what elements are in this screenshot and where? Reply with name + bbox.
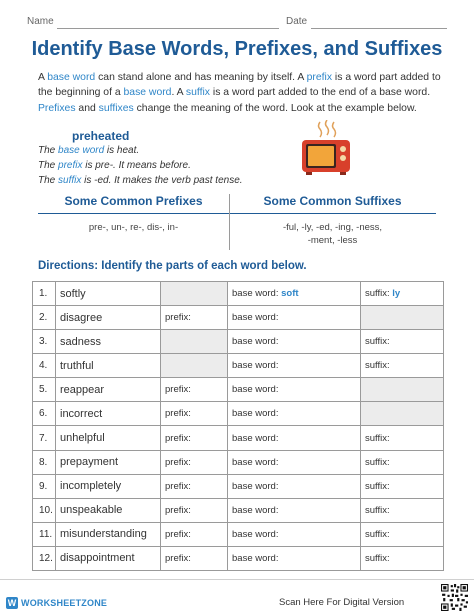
base-word-answer-field[interactable] [228, 546, 361, 570]
common-suffixes-line: -ful, -ly, -ed, -ing, -ness, [282, 222, 383, 233]
table-row [33, 402, 444, 426]
base-word-answer-field[interactable] [228, 378, 361, 402]
suffix-answer-field[interactable] [361, 450, 444, 474]
prefix-cell-disabled [161, 354, 228, 378]
name-field[interactable] [57, 28, 279, 29]
keyword-prefix: prefix [306, 72, 333, 83]
scan-text: Scan Here For Digital Version [279, 597, 405, 608]
base-word-answer-field[interactable] [228, 330, 361, 354]
base-word-label: base word: [232, 432, 279, 444]
base-word-label: base word: [232, 360, 279, 372]
prefix-label: prefix: [165, 552, 191, 564]
qr-finder-dot [443, 606, 446, 609]
base-word-label: base word: [232, 408, 279, 420]
prefix-cell-disabled [161, 282, 228, 306]
suffix-answer-field[interactable] [361, 354, 444, 378]
table-row [33, 498, 444, 522]
base-word-answer: soft [281, 288, 299, 300]
base-word-label: base word: [232, 288, 279, 300]
example-word: preheated [72, 129, 130, 143]
base-word-label: base word: [232, 552, 279, 564]
table-row [33, 282, 444, 306]
table-row [33, 522, 444, 546]
intro-text: change the meaning of the word. Look at the example below. [133, 102, 417, 114]
base-word-answer-field[interactable] [228, 474, 361, 498]
row-number: 12. [33, 546, 56, 570]
table-row [33, 450, 444, 474]
example-text: The [38, 175, 59, 186]
date-field[interactable] [311, 28, 447, 29]
keyword-base-word: base word [47, 72, 96, 83]
suffix-label: suffix: [365, 528, 390, 540]
affix-reference-table [38, 194, 436, 250]
row-word: disappointment [56, 546, 161, 570]
prefix-answer-field[interactable] [161, 306, 228, 330]
base-word-label: base word: [232, 480, 279, 492]
suffix-label: suffix: [365, 336, 390, 348]
example-text: is heat. [104, 145, 140, 156]
prefix-answer-field[interactable] [161, 378, 228, 402]
worksheet-table [32, 281, 444, 571]
base-word-answer-field[interactable] [228, 426, 361, 450]
prefix-answer-field[interactable] [161, 498, 228, 522]
heat-wave-icon [326, 120, 329, 135]
prefix-answer-field[interactable] [161, 402, 228, 426]
suffix-label: suffix: [365, 552, 390, 564]
name-label: Name [27, 16, 54, 27]
qr-code-icon[interactable] [441, 584, 468, 611]
example-keyword: base word [58, 145, 105, 156]
qr-finder-dot [463, 586, 466, 589]
row-number: 4. [33, 354, 56, 378]
suffix-answer: ly [392, 288, 401, 300]
table-row [33, 426, 444, 450]
example-text: is pre-. It means before. [82, 160, 191, 171]
table-row [33, 306, 444, 330]
base-word-label: base word: [232, 312, 279, 324]
row-number: 8. [33, 450, 56, 474]
prefix-label: prefix: [165, 528, 191, 540]
suffix-answer-field[interactable] [361, 498, 444, 522]
prefix-label: prefix: [165, 408, 191, 420]
base-word-answer-field[interactable] [228, 522, 361, 546]
suffix-answer-field[interactable] [361, 426, 444, 450]
base-word-answer-field[interactable] [228, 402, 361, 426]
example-line-base [38, 145, 139, 156]
suffix-label: suffix: [365, 456, 390, 468]
common-suffixes-line: -ment, -less [307, 235, 358, 246]
base-word-answer-field[interactable] [228, 306, 361, 330]
base-word-label: base word: [232, 528, 279, 540]
directions: Directions: Identify the parts of each word below. [38, 260, 307, 272]
table-divider [38, 213, 436, 214]
suffix-cell-disabled [361, 306, 444, 330]
prefixes-header: Some Common Prefixes [64, 194, 203, 208]
suffix-label: suffix: [365, 432, 390, 444]
intro-text: is a word part added to the beginning of a [38, 72, 441, 99]
prefix-label: prefix: [165, 480, 191, 492]
oven-knob-icon [340, 155, 346, 161]
prefix-answer-field[interactable] [161, 450, 228, 474]
suffix-answer-field[interactable] [361, 546, 444, 570]
table-row [33, 330, 444, 354]
row-word: incorrect [56, 402, 161, 426]
base-word-answer-field[interactable] [228, 354, 361, 378]
example-text: is -ed. It makes the verb past tense. [81, 175, 243, 186]
page-title: Identify Base Words, Prefixes, and Suffixes [31, 38, 443, 60]
intro-text: is a word part added to the end of a base word. [210, 87, 431, 99]
worksheetzone-logo [6, 596, 107, 610]
prefix-label: prefix: [165, 384, 191, 396]
row-word: disagree [56, 306, 161, 330]
date-label: Date [286, 16, 308, 27]
table-row [33, 378, 444, 402]
row-number: 7. [33, 426, 56, 450]
prefix-label: prefix: [165, 504, 191, 516]
example-line-prefix [38, 160, 191, 171]
base-word-label: base word: [232, 384, 279, 396]
row-word: truthful [56, 354, 161, 378]
keyword-prefixes: Prefixes [38, 102, 76, 114]
prefix-label: prefix: [165, 432, 191, 444]
suffix-label: suffix: [365, 504, 390, 516]
suffix-answer-field[interactable] [361, 522, 444, 546]
suffix-cell-disabled [361, 378, 444, 402]
common-prefixes: pre-, un-, re-, dis-, in- [88, 222, 179, 233]
prefix-answer-field[interactable] [161, 522, 228, 546]
prefix-answer-field[interactable] [161, 426, 228, 450]
row-number: 3. [33, 330, 56, 354]
row-word: reappear [56, 378, 161, 402]
oven-knob-icon [340, 146, 346, 152]
row-number: 10. [33, 498, 56, 522]
intro-text: . A [171, 87, 186, 99]
qr-finder-dot [443, 586, 446, 589]
table-row [33, 474, 444, 498]
row-number: 1. [33, 282, 56, 306]
suffix-label: suffix: [365, 360, 390, 372]
footer-divider [0, 579, 474, 580]
base-word-label: base word: [232, 504, 279, 516]
base-word-label: base word: [232, 456, 279, 468]
base-word-answer-field[interactable] [228, 282, 361, 306]
row-word: unhelpful [56, 426, 161, 450]
row-number: 2. [33, 306, 56, 330]
suffix-label: suffix: [365, 480, 390, 492]
suffixes-header: Some Common Suffixes [263, 194, 402, 208]
common-suffixes [229, 221, 436, 247]
row-word: misunderstanding [56, 522, 161, 546]
heat-wave-icon [319, 122, 322, 137]
prefix-answer-field[interactable] [161, 546, 228, 570]
row-word: prepayment [56, 450, 161, 474]
example-text: The [38, 160, 59, 171]
worksheetzone-logo-icon: W [7, 598, 17, 608]
suffix-answer-field[interactable] [361, 474, 444, 498]
worksheet-table-body [33, 282, 444, 571]
base-word-answer-field[interactable] [228, 498, 361, 522]
suffix-answer-field[interactable] [361, 330, 444, 354]
row-number: 6. [33, 402, 56, 426]
table-row [33, 546, 444, 570]
keyword-base-word: base word [123, 87, 172, 99]
keyword-suffixes: suffixes [98, 102, 134, 114]
example-keyword: prefix [58, 160, 83, 171]
prefix-label: prefix: [165, 456, 191, 468]
oven-foot [306, 172, 312, 175]
row-word: softly [56, 282, 161, 306]
logo-text: WORKSHEETZONE [21, 598, 108, 608]
row-number: 11. [33, 522, 56, 546]
example-line-suffix [38, 175, 243, 186]
example-text: The [38, 145, 59, 156]
row-word: sadness [56, 330, 161, 354]
oven-foot [340, 172, 346, 175]
prefix-cell-disabled [161, 330, 228, 354]
prefix-label: prefix: [165, 312, 191, 324]
row-number: 5. [33, 378, 56, 402]
base-word-answer-field[interactable] [228, 450, 361, 474]
prefix-answer-field[interactable] [161, 474, 228, 498]
suffix-cell-disabled [361, 402, 444, 426]
table-row [33, 354, 444, 378]
intro-text: and [75, 102, 99, 114]
oven-glow [308, 146, 334, 166]
suffix-label: suffix: [365, 288, 390, 300]
heat-wave-icon [333, 122, 336, 137]
base-word-label: base word: [232, 336, 279, 348]
row-word: incompletely [56, 474, 161, 498]
toaster-oven-icon [300, 120, 352, 176]
suffix-answer-field[interactable] [361, 282, 444, 306]
keyword-suffix: suffix [185, 87, 210, 99]
example-keyword: suffix [58, 175, 82, 186]
row-number: 9. [33, 474, 56, 498]
name-date-row [27, 16, 447, 30]
row-word: unspeakable [56, 498, 161, 522]
intro-paragraph [38, 70, 448, 116]
intro-text: A [38, 72, 48, 83]
intro-text: can stand alone and has meaning by itself. A [95, 72, 307, 83]
